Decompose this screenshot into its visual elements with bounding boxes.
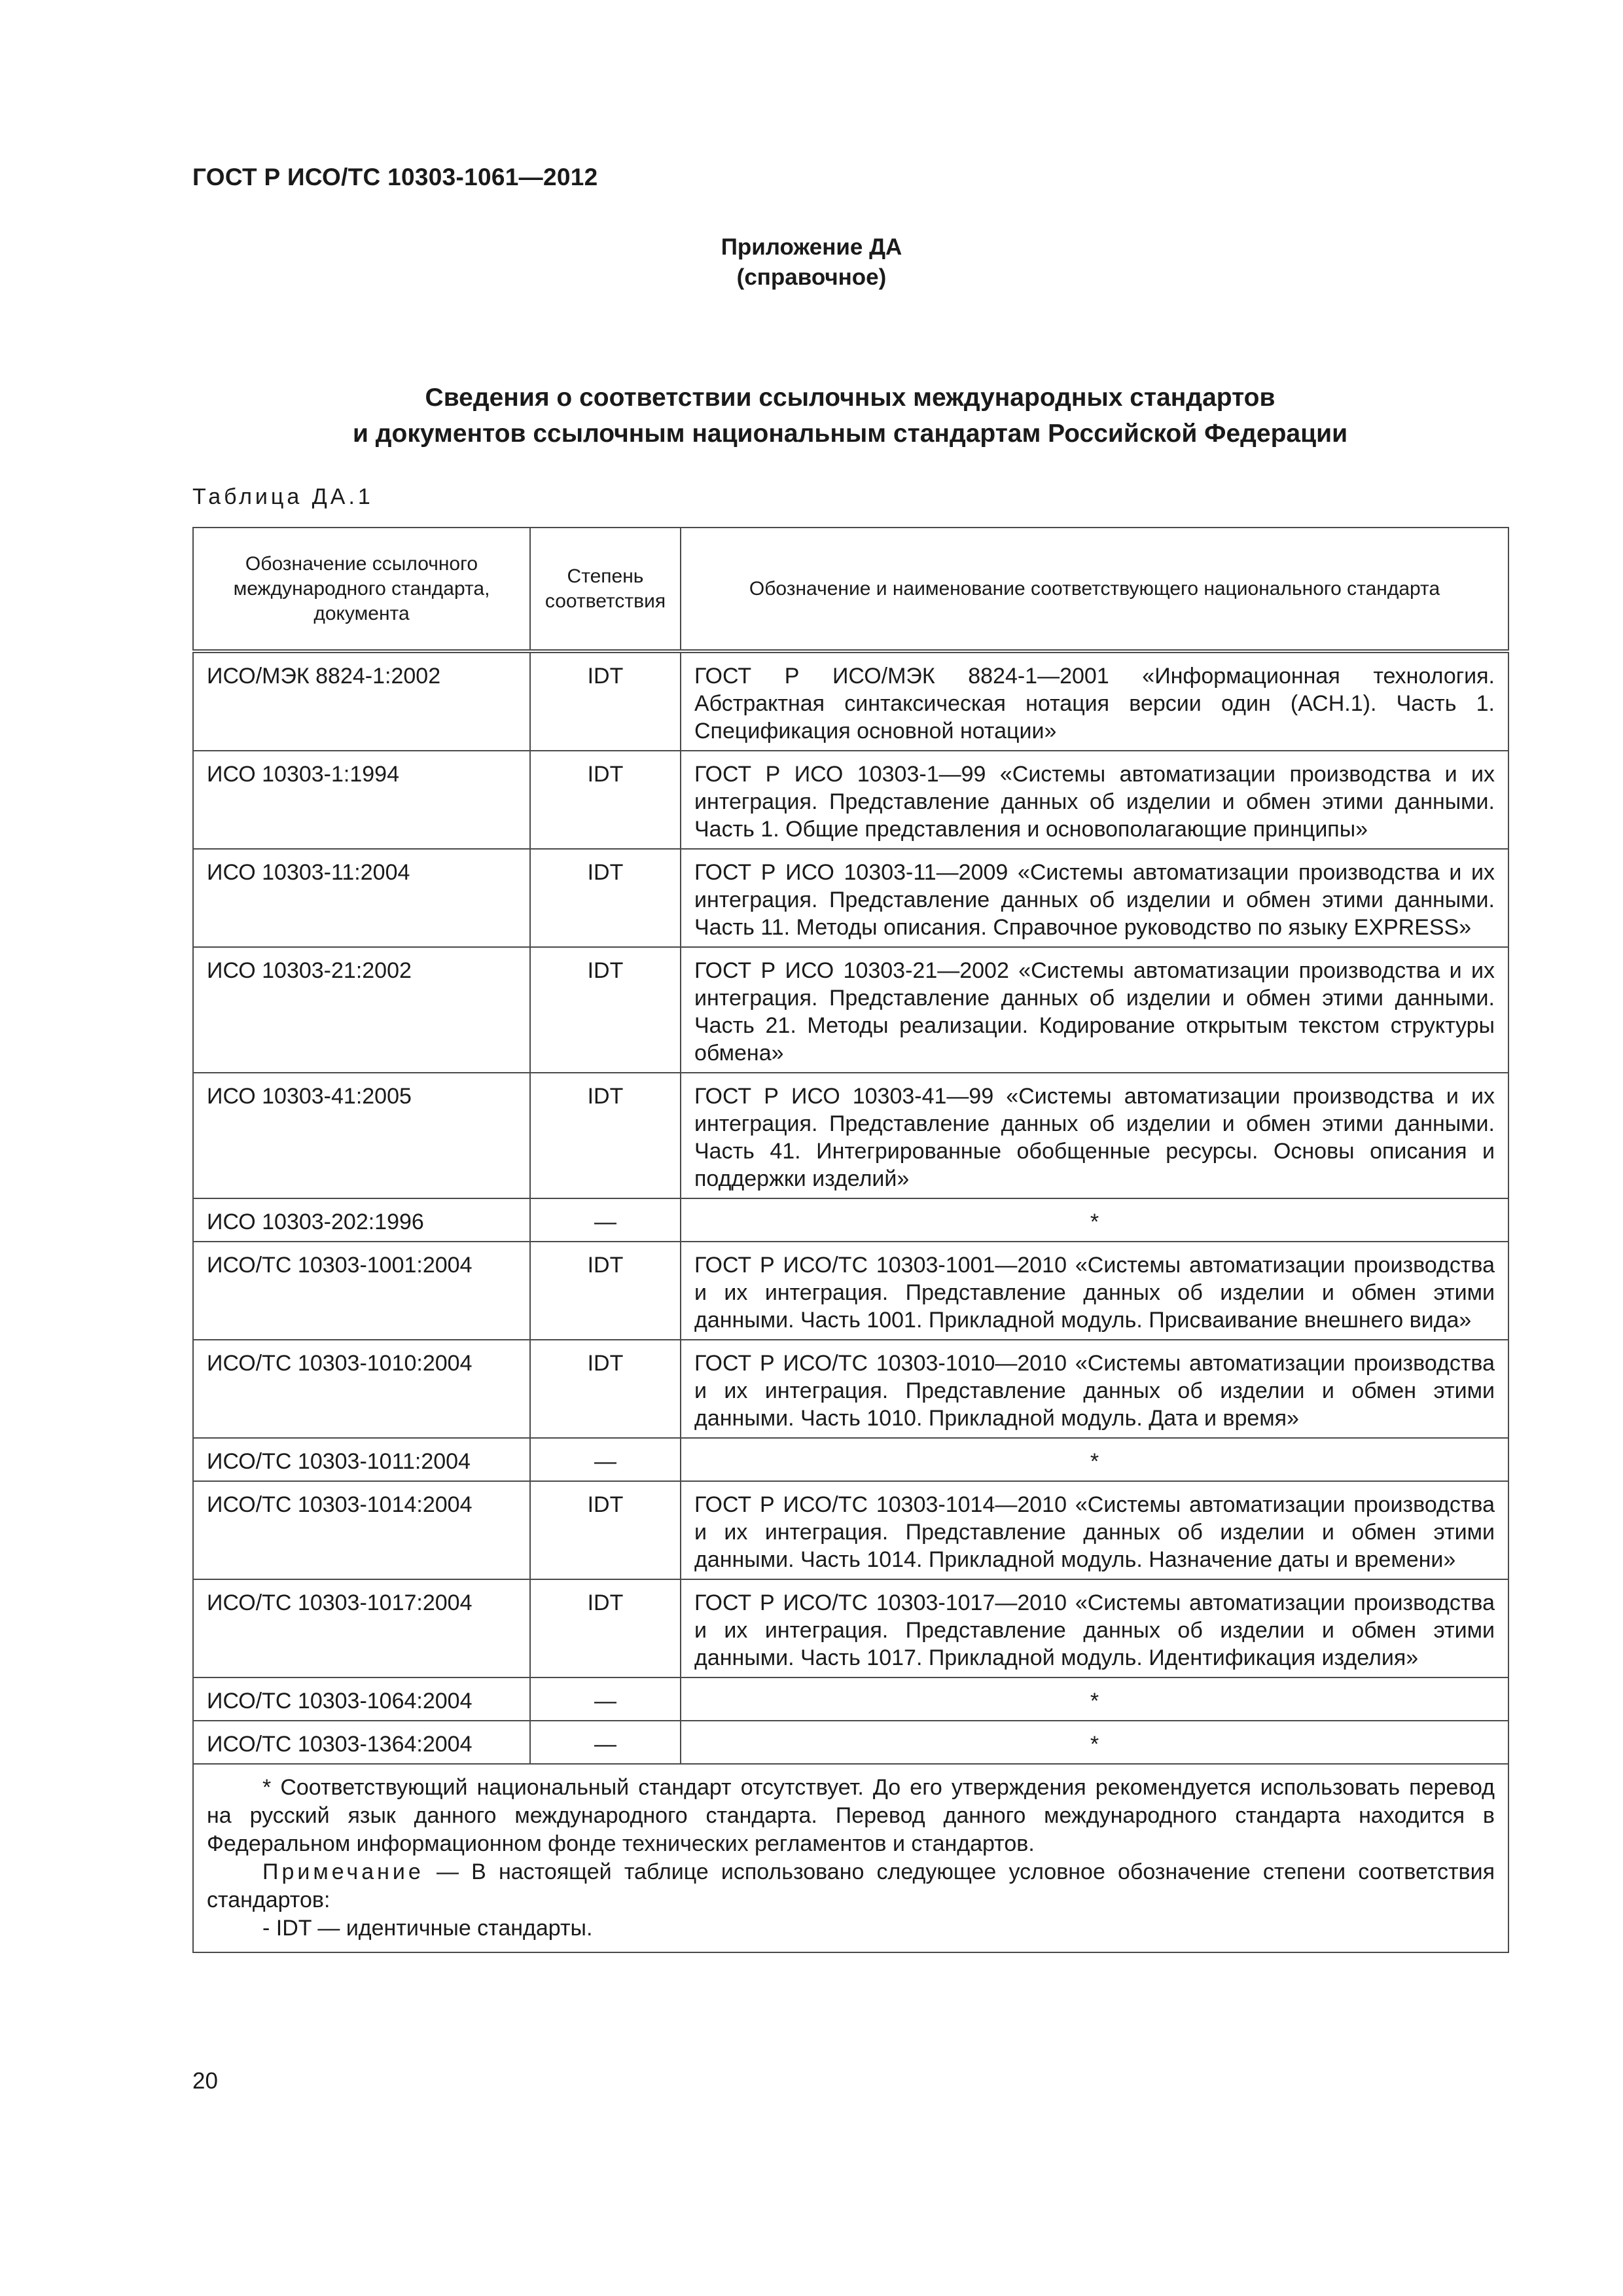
cell-degree: IDT	[530, 1242, 681, 1340]
table-row	[193, 1242, 1508, 1340]
cell-degree: —	[530, 1677, 681, 1721]
cell-national-standard: *	[681, 1198, 1508, 1242]
table-row	[193, 1579, 1508, 1677]
annex-status: (справочное)	[736, 264, 887, 290]
cell-intl-standard: ИСО 10303-21:2002	[193, 947, 530, 1073]
table-row	[193, 1438, 1508, 1481]
cell-degree: IDT	[530, 1579, 681, 1677]
cell-degree: IDT	[530, 947, 681, 1073]
cell-degree: —	[530, 1721, 681, 1764]
table-row	[193, 1073, 1508, 1198]
cell-national-standard: ГОСТ Р ИСО/ТС 10303-1001—2010 «Системы автоматизации производства и их интеграция. Представление данных об изделии и обмен этими данными. Часть 1001. Прикладной модуль. Присваивание внешнего вида»	[681, 1242, 1508, 1340]
cell-intl-standard: ИСО/ТС 10303-1064:2004	[193, 1677, 530, 1721]
cell-national-standard: *	[681, 1721, 1508, 1764]
cell-degree: —	[530, 1198, 681, 1242]
document-title-line-2: и документов ссылочным национальным стандартам Российской Федерации	[352, 420, 1348, 448]
cell-intl-standard: ИСО/ТС 10303-1364:2004	[193, 1721, 530, 1764]
cell-national-standard: ГОСТ Р ИСО 10303-41—99 «Системы автоматизации производства и их интеграция. Представление данных об изделии и обмен этими данными. Часть 41. Интегрированные обобщенные ресурсы. Основы описания и поддержки изделий»	[681, 1073, 1508, 1198]
document-title	[192, 380, 1508, 452]
cell-degree: IDT	[530, 651, 681, 751]
correspondence-table	[192, 527, 1509, 1953]
cell-national-standard: ГОСТ Р ИСО 10303-21—2002 «Системы автоматизации производства и их интеграция. Представление данных об изделии и обмен этими данными. Часть 21. Методы реализации. Кодирование открытым текстом структуры обмена»	[681, 947, 1508, 1073]
table-footnote: * Соответствующий национальный стандарт отсутствует. До его утверждения рекомендуется использовать перевод на русский язык данного международного стандарта. Перевод данного международного стандарта находится в Федеральном информационном фонде технических регламентов и стандартов.	[207, 1775, 1495, 1856]
note-text: — В настоящей таблице использовано следующее условное обозначение степени соответствия стандартов:	[207, 1859, 1495, 1912]
table-notes-row	[193, 1764, 1508, 1952]
page-number: 20	[192, 2068, 218, 2094]
note-item: - IDT — идентичные стандарты.	[262, 1916, 593, 1941]
cell-intl-standard: ИСО 10303-11:2004	[193, 849, 530, 947]
table-row	[193, 947, 1508, 1073]
table-caption: Таблица ДА.1	[192, 484, 374, 509]
cell-intl-standard: ИСО 10303-202:1996	[193, 1198, 530, 1242]
cell-degree: —	[530, 1438, 681, 1481]
cell-national-standard: ГОСТ Р ИСО/ТС 10303-1014—2010 «Системы автоматизации производства и их интеграция. Представление данных об изделии и обмен этими данными. Часть 1014. Прикладной модуль. Назначение даты и времени»	[681, 1481, 1508, 1579]
table-row	[193, 1481, 1508, 1579]
header-national-standard: Обозначение и наименование соответствующего национального стандарта	[681, 528, 1508, 651]
cell-national-standard: *	[681, 1677, 1508, 1721]
cell-national-standard: ГОСТ Р ИСО 10303-1—99 «Системы автоматизации производства и их интеграция. Представление данных об изделии и обмен этими данными. Часть 1. Общие представления и основополагающие принципы»	[681, 751, 1508, 849]
header-intl-standard: Обозначение ссылочного международного стандарта, документа	[193, 528, 530, 651]
table-note	[207, 1858, 1495, 1914]
cell-intl-standard: ИСО/ТС 10303-1017:2004	[193, 1579, 530, 1677]
cell-national-standard: ГОСТ Р ИСО/ТС 10303-1017—2010 «Системы автоматизации производства и их интеграция. Представление данных об изделии и обмен этими данными. Часть 1017. Прикладной модуль. Идентификация изделия»	[681, 1579, 1508, 1677]
cell-intl-standard: ИСО 10303-41:2005	[193, 1073, 530, 1198]
cell-degree: IDT	[530, 751, 681, 849]
cell-intl-standard: ИСО/ТС 10303-1014:2004	[193, 1481, 530, 1579]
cell-degree: IDT	[530, 1481, 681, 1579]
cell-degree: IDT	[530, 849, 681, 947]
document-code: ГОСТ Р ИСО/ТС 10303-1061—2012	[192, 164, 598, 190]
cell-intl-standard: ИСО/ТС 10303-1011:2004	[193, 1438, 530, 1481]
table-row	[193, 751, 1508, 849]
cell-national-standard: ГОСТ Р ИСО/МЭК 8824-1—2001 «Информационная технология. Абстрактная синтаксическая нотация версии один (АСН.1). Часть 1. Спецификация основной нотации»	[681, 651, 1508, 751]
cell-intl-standard: ИСО/ТС 10303-1001:2004	[193, 1242, 530, 1340]
table-header-row	[193, 528, 1508, 651]
annex-heading	[589, 232, 1034, 293]
table-row	[193, 1677, 1508, 1721]
cell-national-standard: ГОСТ Р ИСО/ТС 10303-1010—2010 «Системы автоматизации производства и их интеграция. Представление данных об изделии и обмен этими данными. Часть 1010. Прикладной модуль. Дата и время»	[681, 1340, 1508, 1438]
note-label: Примечание	[262, 1859, 424, 1884]
table-row	[193, 1198, 1508, 1242]
cell-intl-standard: ИСО/ТС 10303-1010:2004	[193, 1340, 530, 1438]
header-degree: Степень соответствия	[530, 528, 681, 651]
table-row	[193, 1340, 1508, 1438]
table-notes	[193, 1764, 1508, 1952]
annex-title: Приложение ДА	[721, 234, 902, 260]
cell-degree: IDT	[530, 1073, 681, 1198]
correspondence-table-container	[192, 527, 1508, 1953]
cell-national-standard: *	[681, 1438, 1508, 1481]
cell-intl-standard: ИСО/МЭК 8824-1:2002	[193, 651, 530, 751]
table-row	[193, 1721, 1508, 1764]
document-title-line-1: Сведения о соответствии ссылочных международных стандартов	[425, 384, 1275, 412]
cell-degree: IDT	[530, 1340, 681, 1438]
table-row	[193, 651, 1508, 751]
table-row	[193, 849, 1508, 947]
cell-intl-standard: ИСО 10303-1:1994	[193, 751, 530, 849]
cell-national-standard: ГОСТ Р ИСО 10303-11—2009 «Системы автоматизации производства и их интеграция. Представление данных об изделии и обмен этими данными. Часть 11. Методы описания. Справочное руководство по языку EXPRESS»	[681, 849, 1508, 947]
